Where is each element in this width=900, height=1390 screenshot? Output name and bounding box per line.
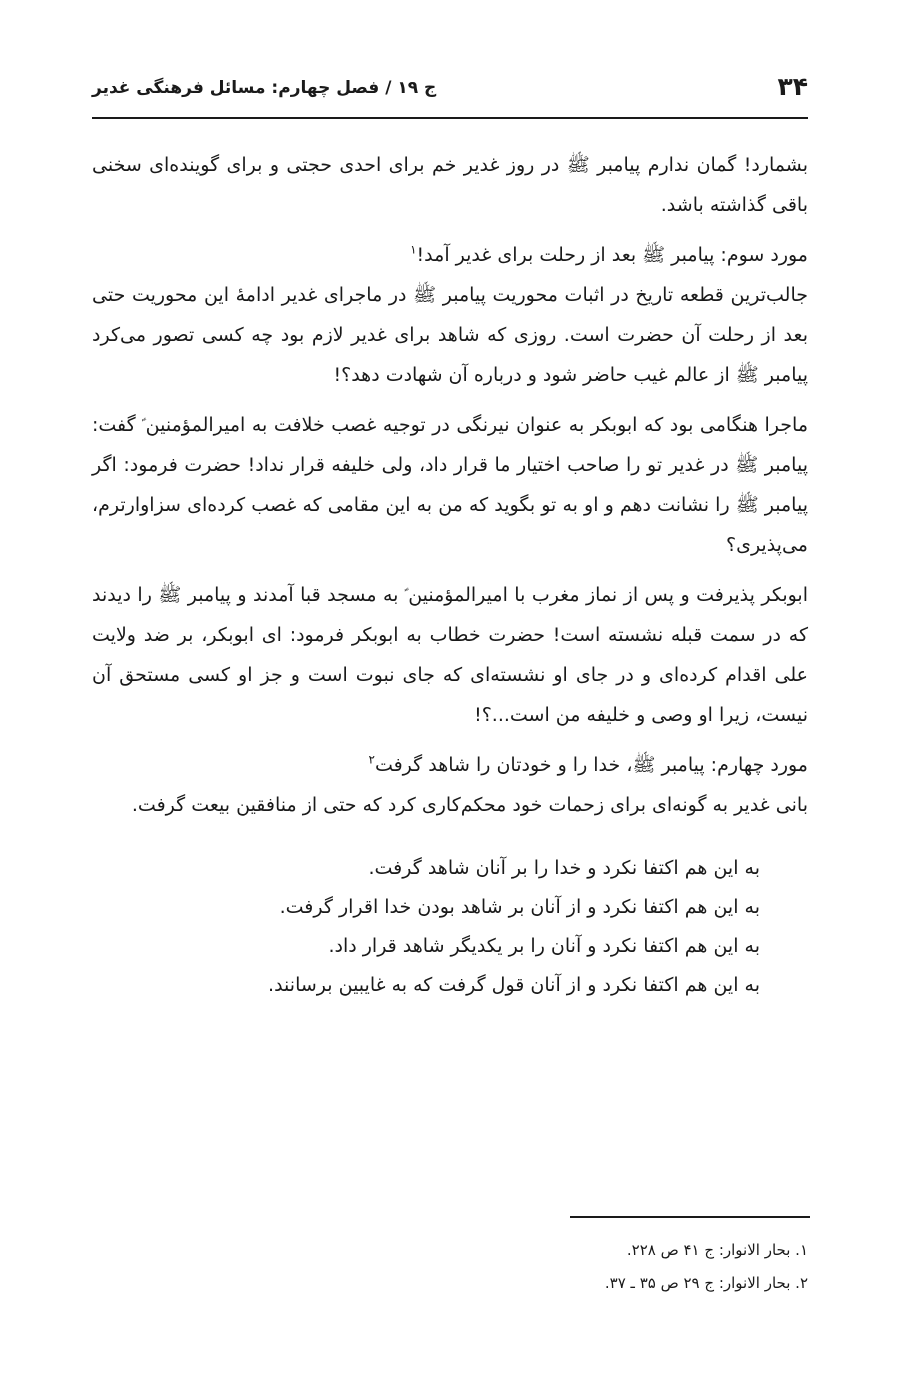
footnote-2: ۲. بحار الانوار: ج ۲۹ ص ۳۵ ـ ۳۷. [604, 1274, 808, 1292]
list-item: به این هم اکتفا نکرد و از آنان قول گرفت که به غایبین برسانند. [268, 974, 760, 996]
list-item: به این هم اکتفا نکرد و خدا را بر آنان شاهد گرفت. [368, 857, 760, 879]
header-rule [92, 117, 808, 119]
footnote-ref-1: ۱ [410, 242, 417, 257]
page-number: ۳۴ [777, 72, 808, 101]
indented-list [92, 849, 808, 1005]
paragraph-story: ماجرا هنگامی بود که ابوبکر به عنوان نیرنگی در توجیه غصب خلافت به امیرالمؤمنین ؑ گفت: پیامبر ﷺ در غدیر تو را صاحب اختیار ما قرار داد، ولی خلیفه قرار نداد! حضرت فرمود: اگر پیامبر ﷺ را نشانت دهم و او به تو بگوید که من به این مقامی که غصب کرده‌ای سزاوارترم، می‌پذیری؟ [92, 414, 808, 556]
paragraph-most-interesting: جالب‌ترین قطعه تاریخ در اثبات محوریت پیامبر ﷺ در ماجرای غدیر ادامهٔ این محوریت حتی بعد از رحلت آن حضرت است. روزی که شاهد برای غدیر لازم بود چه کسی تصور می‌کرد پیامبر ﷺ از عالم غیب حاضر شود و درباره آن شهادت دهد؟! [92, 284, 808, 386]
heading-case-three-text: مورد سوم: پیامبر ﷺ بعد از رحلت برای غدیر آمد! [416, 244, 808, 266]
heading-case-three [92, 235, 808, 275]
paragraph-allegiance: بانی غدیر به گونه‌ای برای زحمات خود محکم‌کاری کرد که حتی از منافقین بیعت گرفت. [131, 794, 808, 816]
heading-case-four-text: مورد چهارم: پیامبر ﷺ، خدا را و خودتان را شاهد گرفت [374, 754, 808, 776]
body-text [92, 145, 808, 1005]
paragraph-quba-mosque: ابوبکر پذیرفت و پس از نماز مغرب با امیرالمؤمنین ؑ به مسجد قبا آمدند و پیامبر ﷺ را دیدند که در سمت قبله نشسته است! حضرت خطاب به ابوبکر فرمود: ای ابوبکر، بر ضد ولایت علی اقدام کرده‌ای و در جای او نشسته‌ای که جای نبوت است و جز او کسی مستحق آن نیست، زیرا او وصی و خلیفه من است...؟! [92, 584, 808, 726]
list-item: به این هم اکتفا نکرد و آنان را بر یکدیگر شاهد قرار داد. [328, 935, 760, 957]
page-header [92, 70, 808, 114]
paragraph-continuation: بشمارد! گمان ندارم پیامبر ﷺ در روز غدیر خم برای احدی حجتی و برای گوینده‌ای سخنی باقی گذاشته باشد. [92, 154, 808, 216]
footnote-1: ۱. بحار الانوار: ج ۴۱ ص ۲۲۸. [626, 1241, 808, 1259]
list-item: به این هم اکتفا نکرد و از آنان بر شاهد بودن خدا اقرار گرفت. [279, 896, 760, 918]
heading-case-four [92, 745, 808, 785]
footnote-rule [570, 1216, 810, 1218]
running-head: ج ۱۹ / فصل چهارم: مسائل فرهنگی غدیر [92, 78, 437, 98]
footnote-ref-2: ۲ [368, 752, 375, 767]
footnotes [92, 1234, 808, 1300]
